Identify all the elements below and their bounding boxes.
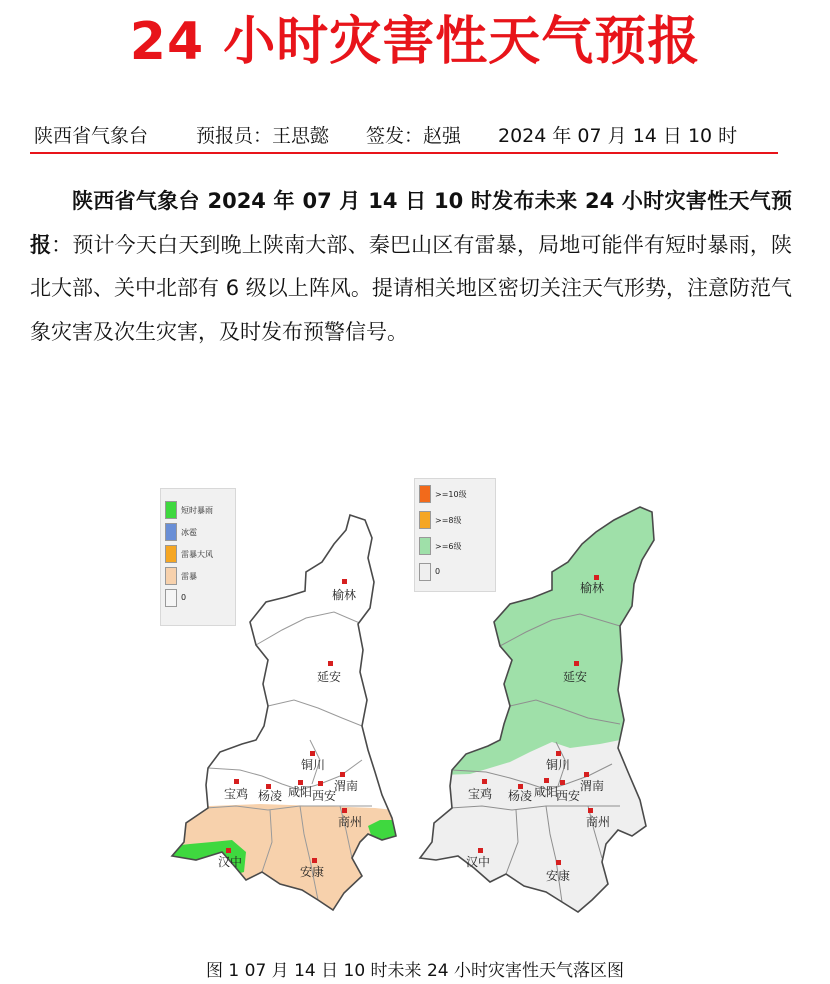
marker-shangluo (588, 808, 593, 813)
marker-xianyang (544, 778, 549, 783)
legend-swatch (419, 537, 431, 555)
label-yanan: 延安 (563, 670, 588, 684)
legend-swatch (165, 523, 177, 541)
issue-datetime: 2024 年 07 月 14 日 10 时 (498, 125, 738, 147)
marker-baoji (482, 779, 487, 784)
issuer: 签发：赵强 (366, 125, 462, 147)
label-tongchuan: 铜川 (301, 758, 326, 772)
marker-weinan (584, 772, 589, 777)
marker-hanzhong (478, 848, 483, 853)
legend-label: >=10级 (435, 490, 467, 499)
legend-label: 短时暴雨 (181, 506, 213, 515)
marker-ankang (556, 860, 561, 865)
divider (30, 152, 778, 154)
marker-ankang (312, 858, 317, 863)
marker-yanan (328, 661, 333, 666)
label-xian: 西安 (312, 789, 337, 803)
legend-swatch (165, 567, 177, 585)
legend-label: >=8级 (435, 516, 462, 525)
legend-swatch (419, 511, 431, 529)
label-xian: 西安 (556, 789, 581, 803)
legend-label: 0 (435, 567, 441, 576)
label-shangluo: 商州 (338, 815, 363, 829)
legend-swatch (419, 563, 431, 581)
label-yangling: 杨凌 (508, 789, 533, 803)
label-weinan: 渭南 (334, 779, 359, 793)
marker-yulin (342, 579, 347, 584)
label-weinan: 渭南 (580, 779, 605, 793)
label-hanzhong: 汉中 (218, 855, 243, 869)
legend-thunderstorm (160, 488, 236, 626)
legend-label: 雷暴 (181, 572, 197, 581)
label-ankang: 安康 (300, 865, 325, 879)
forecast-paragraph (30, 180, 792, 354)
figure-caption: 图 1 07 月 14 日 10 时未来 24 小时灾害性天气落区图 (206, 961, 624, 981)
label-ankang: 安康 (546, 869, 571, 883)
legend-label: 雷暴大风 (181, 550, 213, 559)
label-xianyang: 咸阳 (288, 785, 313, 799)
marker-tongchuan (310, 751, 315, 756)
legend-label: 冰雹 (181, 528, 197, 537)
marker-yanan (574, 661, 579, 666)
label-yanan: 延安 (317, 670, 342, 684)
marker-tongchuan (556, 751, 561, 756)
legend-swatch (165, 501, 177, 519)
legend-swatch (165, 545, 177, 563)
legend-label: >=6级 (435, 542, 462, 551)
marker-hanzhong (226, 848, 231, 853)
forecaster: 预报员：王思懿 (196, 125, 330, 147)
marker-yulin (594, 575, 599, 580)
legend-swatch (419, 485, 431, 503)
label-xianyang: 咸阳 (534, 785, 559, 799)
label-yulin: 榆林 (580, 581, 605, 595)
label-hanzhong: 汉中 (466, 855, 491, 869)
forecast-lead: 陕西省气象台 2024 年 07 月 14 日 10 时发布未来 24 小时灾害性天气预报 (30, 189, 792, 257)
agency: 陕西省气象台 (34, 125, 149, 147)
label-yangling: 杨凌 (258, 789, 283, 803)
marker-xian (318, 781, 323, 786)
label-baoji: 宝鸡 (468, 787, 493, 801)
legend-label: 0 (181, 593, 187, 602)
legend-swatch (165, 589, 177, 607)
marker-weinan (340, 772, 345, 777)
page-title: 24 小时灾害性天气预报 (129, 12, 701, 72)
meta-line (30, 118, 790, 150)
marker-baoji (234, 779, 239, 784)
legend-gust-wind (414, 478, 496, 592)
label-shangluo: 商州 (586, 815, 611, 829)
forecast-text: ：预计今天白天到晚上陕南大部、秦巴山区有雷暴，局地可能伴有短时暴雨，陕北大部、关中北部有 6 级以上阵风。提请相关地区密切关注天气形势，注意防范气象灾害及次生灾害，及时发布预警信号。 (30, 232, 792, 344)
marker-shangluo (342, 808, 347, 813)
label-baoji: 宝鸡 (224, 787, 249, 801)
label-yulin: 榆林 (332, 588, 357, 602)
marker-xian (560, 780, 565, 785)
label-tongchuan: 铜川 (546, 758, 571, 772)
